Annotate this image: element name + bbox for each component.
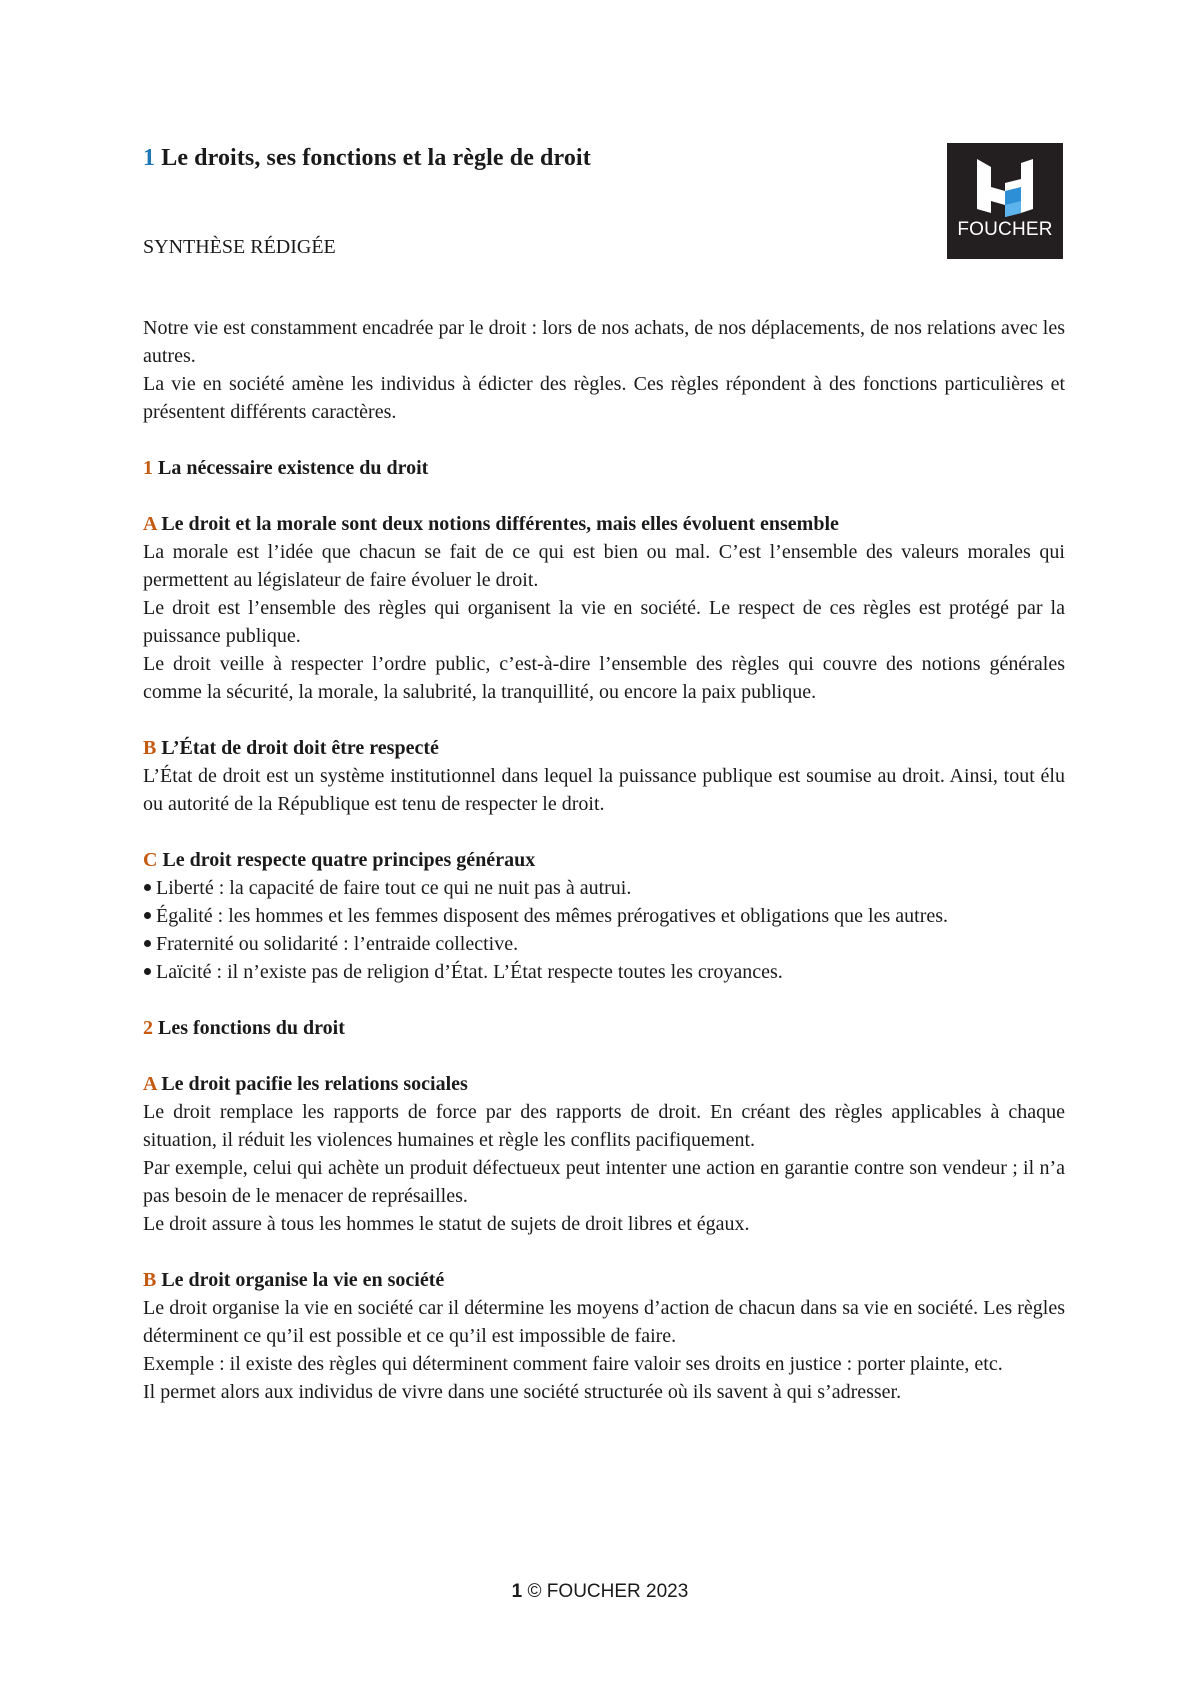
part1-secA-letter: A	[143, 513, 157, 535]
part2-number: 2	[143, 1017, 153, 1039]
logo-text: FOUCHER	[957, 219, 1053, 240]
part2-secA-letter: A	[143, 1073, 157, 1095]
part2-secA-title: Le droit pacifie les relations sociales	[161, 1073, 468, 1095]
page-number: 1	[511, 1581, 523, 1602]
part2-title: Les fonctions du droit	[158, 1017, 345, 1039]
bullet-icon	[144, 968, 151, 975]
bullet-icon	[144, 884, 151, 891]
part2-secA-paragraph-2: Par exemple, celui qui achète un produit défectueux peut intenter une action en garantie contre son vendeur ; il n’a pas besoin de le menacer de représailles.	[143, 1157, 1065, 1207]
bullet-icon	[144, 912, 151, 919]
part1-secC-heading	[143, 846, 1065, 874]
part1-secA-title: Le droit et la morale sont deux notions différentes, mais elles évoluent ensemble	[161, 513, 839, 535]
part2-secA-paragraph-3: Le droit assure à tous les hommes le statut de sujets de droit libres et égaux.	[143, 1213, 750, 1235]
part1-secB-paragraph-1: L’État de droit est un système institutionnel dans lequel la puissance publique est soumise au droit. Ainsi, tout élu ou autorité de la République est tenu de respecter le droit.	[143, 765, 1065, 815]
part1-heading	[143, 454, 1065, 482]
bullet-icon	[144, 940, 151, 947]
part1-secB-heading	[143, 734, 1065, 762]
part1-secC-title: Le droit respecte quatre principes généraux	[162, 849, 536, 871]
part2-secB-paragraph-2: Exemple : il existe des règles qui déterminent comment faire valoir ses droits en justice : porter plainte, etc.	[143, 1353, 1003, 1375]
part2-heading	[143, 1014, 1065, 1042]
title-text: Le droits, ses fonctions et la règle de droit	[161, 145, 591, 171]
bullet-text: Laïcité : il n’existe pas de religion d’État. L’État respecte toutes les croyances.	[156, 961, 783, 983]
part1-title: La nécessaire existence du droit	[158, 457, 429, 479]
part2-secA-heading	[143, 1070, 1065, 1098]
part1-secA-heading	[143, 510, 1065, 538]
intro-paragraph-1: Notre vie est constamment encadrée par le droit : lors de nos achats, de nos déplacements, de nos relations avec les autres.	[143, 317, 1065, 367]
part1-secA-paragraph-2: Le droit est l’ensemble des règles qui organisent la vie en société. Le respect de ces règles est protégé par la puissance publique.	[143, 597, 1065, 647]
part2-secB-paragraph-3: Il permet alors aux individus de vivre dans une société structurée où ils savent à qui s’adresser.	[143, 1381, 902, 1403]
document-body	[143, 314, 1065, 1406]
bullet-text: Égalité : les hommes et les femmes disposent des mêmes prérogatives et obligations que les autres.	[156, 905, 949, 927]
foucher-logo-icon	[947, 143, 1063, 259]
part1-secA-paragraph-3: Le droit veille à respecter l’ordre public, c’est-à-dire l’ensemble des règles qui couvre des notions générales comme la sécurité, la morale, la salubrité, la tranquillité, ou encore la paix publique.	[143, 653, 1065, 703]
part2-secA-paragraph-1: Le droit remplace les rapports de force par des rapports de droit. En créant des règles applicables à chaque situation, il réduit les violences humaines et règle les conflits pacifiquement.	[143, 1101, 1065, 1151]
bullet-text: Liberté : la capacité de faire tout ce qui ne nuit pas à autrui.	[156, 877, 632, 899]
copyright-text: © FOUCHER 2023	[527, 1581, 689, 1602]
part1-secB-title: L’État de droit doit être respecté	[161, 737, 439, 759]
part1-secA-paragraph-1: La morale est l’idée que chacun se fait de ce qui est bien ou mal. C’est l’ensemble des valeurs morales qui permettent au législateur de faire évoluer le droit.	[143, 541, 1065, 591]
document-title	[143, 145, 591, 172]
bullet-text: Fraternité ou solidarité : l’entraide collective.	[156, 933, 519, 955]
document-subtitle: SYNTHÈSE RÉDIGÉE	[143, 236, 336, 258]
part2-secB-letter: B	[143, 1269, 157, 1291]
foucher-logo	[947, 143, 1063, 259]
part1-number: 1	[143, 457, 153, 479]
part2-secB-paragraph-1: Le droit organise la vie en société car il détermine les moyens d’action de chacun dans sa vie en société. Les règles déterminent ce qu’il est possible et ce qu’il est impossible de faire.	[143, 1297, 1065, 1347]
part1-secB-letter: B	[143, 737, 157, 759]
list-item	[143, 930, 1065, 958]
list-item	[143, 902, 1065, 930]
part2-secB-heading	[143, 1266, 1065, 1294]
part2-secB-title: Le droit organise la vie en société	[161, 1269, 445, 1291]
intro-paragraph-2: La vie en société amène les individus à édicter des règles. Ces règles répondent à des fonctions particulières et présentent différents caractères.	[143, 373, 1065, 423]
list-item	[143, 958, 1065, 986]
title-number: 1	[143, 145, 156, 171]
part1-secC-letter: C	[143, 849, 158, 871]
page-footer	[0, 1581, 1200, 1603]
list-item	[143, 874, 1065, 902]
